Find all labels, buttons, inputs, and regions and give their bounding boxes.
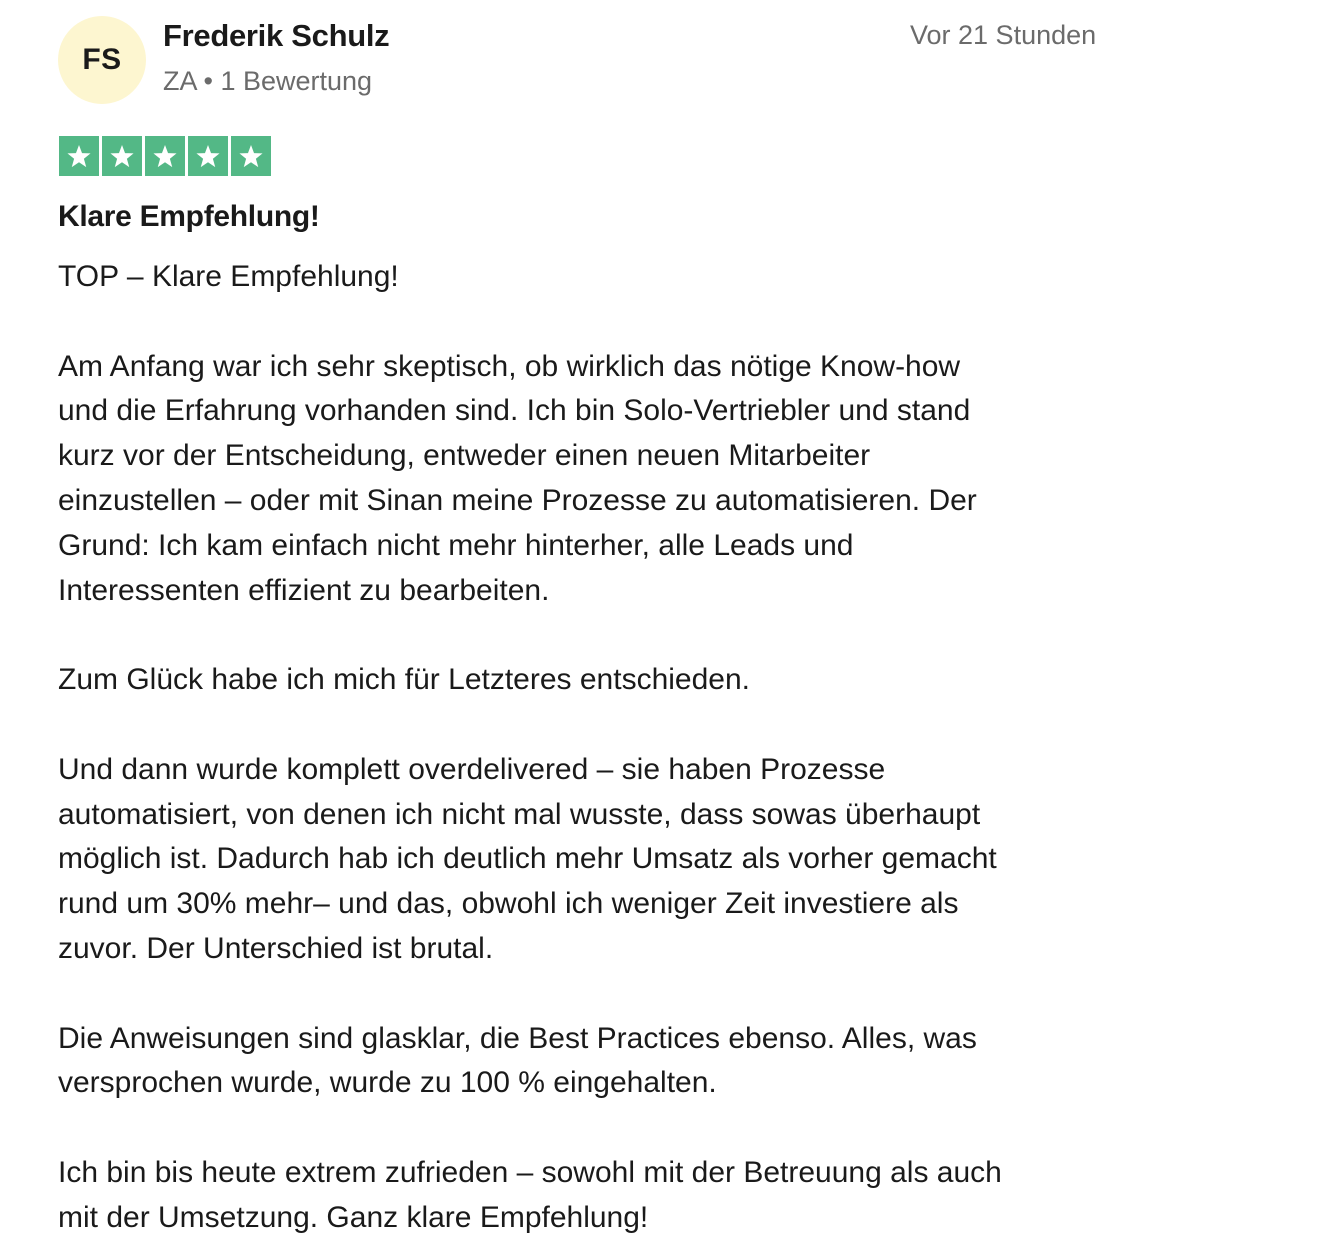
review-text-line: automatisiert, von denen ich nicht mal wusste, dass sowas überhaupt <box>58 797 981 831</box>
star-icon <box>102 136 142 176</box>
review-text-line: Ich bin bis heute extrem zufrieden – sowohl mit der Betreuung als auch <box>58 1155 1002 1189</box>
review-text-line: und die Erfahrung vorhanden sind. Ich bin Solo-Vertriebler und stand <box>58 394 971 428</box>
review-paragraph <box>58 658 1118 703</box>
avatar-initials: FS <box>82 43 122 76</box>
review-paragraph <box>58 1017 1118 1107</box>
review-text-line: Zum Glück habe ich mich für Letzteres entschieden. <box>58 663 750 697</box>
star-icon <box>145 136 185 176</box>
reviewer-name[interactable]: Frederik Schulz <box>163 18 390 53</box>
star-icon <box>59 136 99 176</box>
review-title[interactable]: Klare Empfehlung! <box>58 200 320 233</box>
review-paragraph <box>58 1151 1118 1241</box>
review-text-line: TOP – Klare Empfehlung! <box>58 260 399 293</box>
review-text-line: möglich ist. Dadurch hab ich deutlich mehr Umsatz als vorher gemacht <box>58 842 997 876</box>
review-text-line: zuvor. Der Unterschied ist brutal. <box>58 931 494 965</box>
review-text-line: versprochen wurde, wurde zu 100 % eingehalten. <box>58 1066 717 1100</box>
review-text-line: Und dann wurde komplett overdelivered – sie haben Prozesse <box>58 752 886 786</box>
review-text-line: kurz vor der Entscheidung, entweder einen neuen Mitarbeiter <box>58 439 871 473</box>
review-text-line: Die Anweisungen sind glasklar, die Best Practices ebenso. Alles, was <box>58 1021 977 1055</box>
review-text-line: Interessenten effizient zu bearbeiten. <box>58 573 550 607</box>
reviewer-meta: ZA • 1 Bewertung <box>163 66 373 96</box>
star-rating <box>59 136 271 176</box>
review-text-line: mit der Umsetzung. Ganz klare Empfehlung! <box>58 1200 649 1234</box>
review-text-line: einzustellen – oder mit Sinan meine Prozesse zu automatisieren. Der <box>58 483 977 517</box>
star-icon <box>188 136 228 176</box>
review-paragraph <box>58 748 1118 972</box>
review-body <box>58 255 1118 1241</box>
star-icon <box>231 136 271 176</box>
avatar[interactable] <box>58 16 146 104</box>
review-text-line: rund um 30% mehr– und das, obwohl ich weniger Zeit investiere als <box>58 887 959 921</box>
review-paragraph <box>58 345 1118 614</box>
review-text-line: Am Anfang war ich sehr skeptisch, ob wirklich das nötige Know-how <box>58 349 961 383</box>
review-paragraph <box>58 255 1118 300</box>
review-text-line: Grund: Ich kam einfach nicht mehr hinterher, alle Leads und <box>58 528 854 562</box>
review-date: Vor 21 Stunden <box>910 20 1097 50</box>
